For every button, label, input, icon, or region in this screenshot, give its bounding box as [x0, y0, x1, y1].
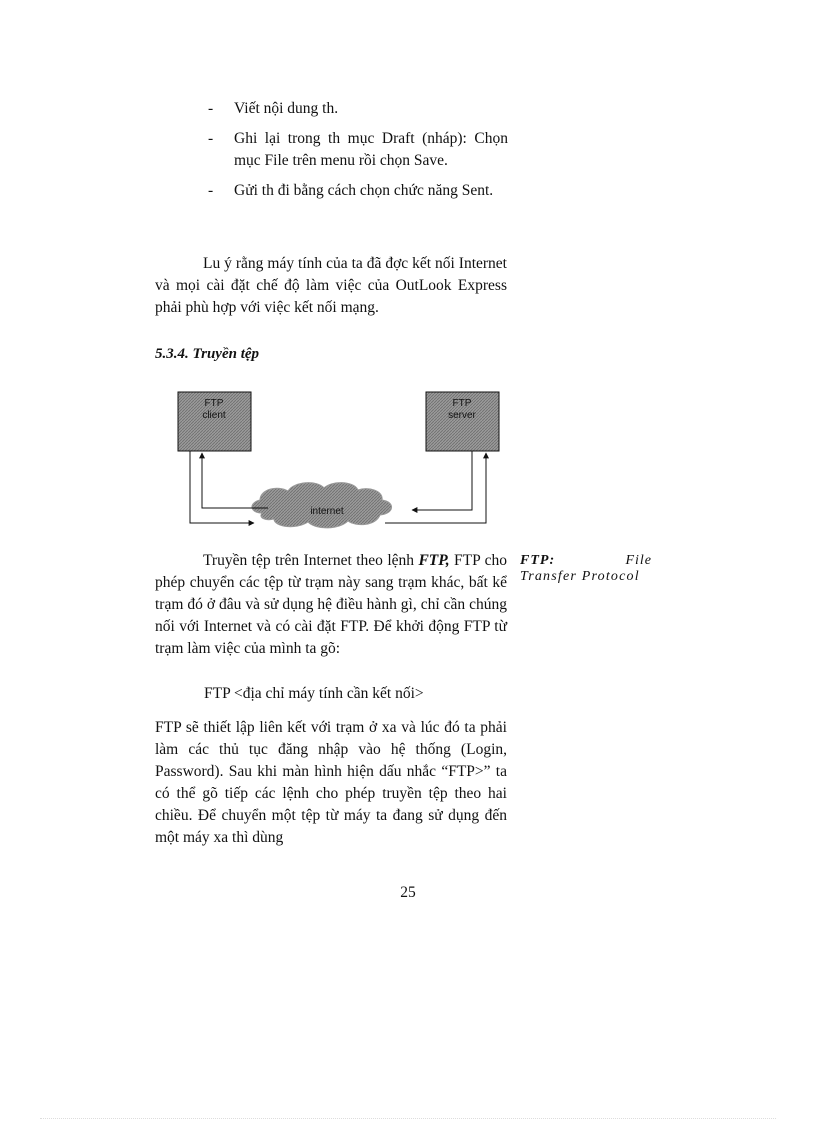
margin-note-label: FTP:: [520, 553, 556, 568]
bullet-dash: -: [208, 130, 214, 147]
bullet-text: Gửi th đi bằng cách chọn chức năng Sent.: [234, 182, 494, 199]
bullet-dash: -: [208, 100, 214, 117]
ftp-command: FTP <địa chỉ máy tính cần kết nối>: [204, 685, 424, 702]
ftp-diagram: [170, 385, 515, 535]
margin-note-line2: Transfer Protocol: [520, 569, 640, 584]
list-item: [208, 128, 508, 172]
login-paragraph: FTP sẽ thiết lập liên kết với trạm ở xa và lúc đó ta phải làm các thủ tục đăng nhập vào hệ thống (Login, Password). Sau khi màn hình hiện dấu nhắc “FTP>” ta có thể gõ tiếp các lệnh cho phép truyền tệp theo hai chiều. Để chuyển một tệp từ máy ta đang sử dụng đến một máy xa thì dùng: [155, 719, 507, 846]
list-item: [208, 180, 508, 202]
section-heading: 5.3.4. Truyền tệp: [155, 346, 260, 362]
server-label-1: FTP: [452, 398, 472, 409]
cloud-label: internet: [310, 506, 344, 517]
bullet-list: [208, 98, 508, 210]
ftp-keyword: FTP,: [418, 552, 450, 569]
margin-note-word: File: [625, 553, 652, 568]
bullet-text: Ghi lại trong th mục Draft (nháp): Chọn mục File trên menu rồi chọn Save.: [234, 130, 508, 169]
bullet-dash: -: [208, 182, 214, 199]
list-item: [208, 98, 508, 120]
client-label-2: client: [202, 410, 226, 421]
arrow-server-to-cloud: [412, 451, 472, 510]
server-label-2: server: [448, 410, 476, 421]
ftp-paragraph: [155, 550, 507, 660]
page-number: 25: [400, 884, 416, 901]
arrow-cloud-to-server: [385, 453, 486, 523]
ftp-paragraph-rest: FTP cho phép chuyển các tệp từ trạm này sang trạm khác, bất kể trạm đó ở đâu và sử dụng hệ điều hành gì, chỉ cần chúng nối với Internet và có cài đặt FTP. Để khởi động FTP từ trạm làm việc của mình ta gõ:: [155, 552, 507, 657]
arrow-cloud-to-client: [202, 453, 268, 508]
note-paragraph: Lu ý rằng máy tính của ta đã đợc kết nối Internet và mọi cài đặt chế độ làm việc của OutLook Express phải phù hợp với việc kết nối mạng.: [155, 255, 507, 316]
bullet-text: Viết nội dung th.: [234, 100, 339, 117]
ftp-paragraph-start: Truyền tệp trên Internet theo lệnh: [203, 552, 419, 569]
arrow-client-to-cloud: [190, 451, 254, 523]
bottom-rule: [40, 1118, 776, 1119]
margin-note: [520, 553, 652, 585]
client-label-1: FTP: [204, 398, 224, 409]
